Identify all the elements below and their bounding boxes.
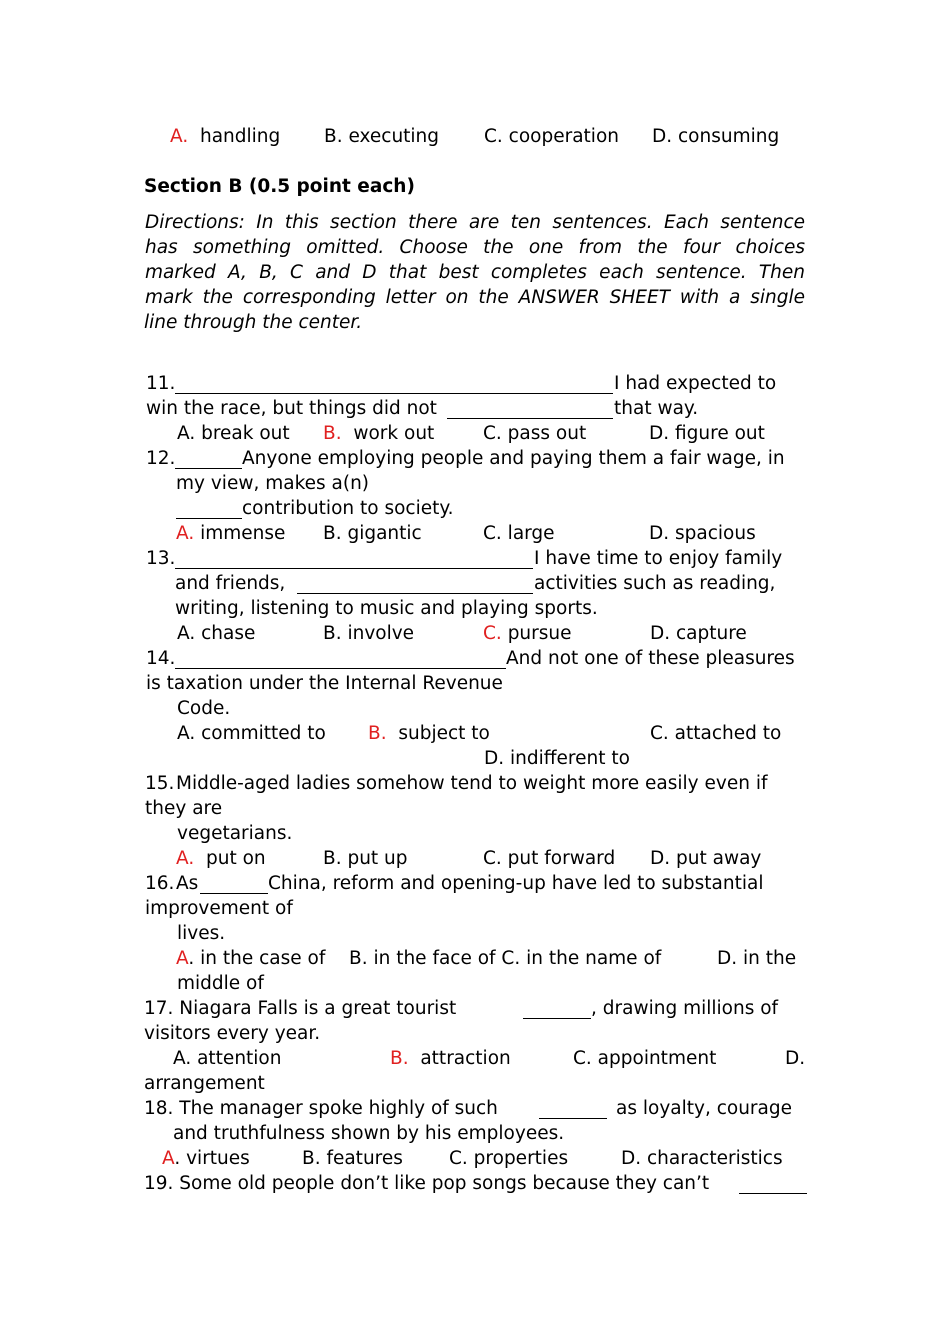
q16-options-b-c: B. in the face of C. in the name of: [349, 948, 662, 969]
q13-option-a: A. chase: [177, 623, 256, 644]
q10-option-a: A. handling: [170, 126, 281, 147]
q11-blank-2: [447, 401, 613, 419]
directions-line-1: Directions: In this section there are ten sentences. Each sentence: [145, 212, 805, 233]
directions-line-2: has something omitted. Choose the one from the four choices: [145, 237, 805, 258]
q12-blank-1: [175, 451, 242, 469]
answer-letter: A: [176, 948, 189, 969]
q16-number: 16.: [145, 873, 175, 894]
q15-option-a: A. put on: [176, 848, 266, 869]
q12-option-d: D. spacious: [649, 523, 756, 544]
section-heading: Section B (0.5 point each): [144, 176, 415, 197]
q16-option-d: D. in the: [717, 948, 797, 969]
q19-line1: 19. Some old people don’t like pop songs because they can’t: [144, 1173, 710, 1194]
q14-line3: Code.: [177, 698, 231, 719]
q15-option-c: C. put forward: [483, 848, 616, 869]
q19-blank: [739, 1176, 807, 1194]
q15-option-d: D. put away: [650, 848, 762, 869]
q14-option-a: A. committed to: [177, 723, 326, 744]
q17-option-b: B. attraction: [390, 1048, 511, 1069]
q18-option-a: A. virtues: [162, 1148, 250, 1169]
q13-blank-1: [175, 551, 533, 569]
q11-line2-end: that way.: [614, 398, 699, 419]
q17-line1-start: 17. Niagara Falls is a great tourist: [144, 998, 457, 1019]
q11-option-b: B. work out: [323, 423, 435, 444]
answer-letter: A.: [170, 126, 189, 147]
q11-line1-end: I had expected to: [614, 373, 777, 394]
q11-option-d: D. figure out: [649, 423, 765, 444]
answer-letter: A.: [176, 523, 195, 544]
q14-option-d: D. indifferent to: [484, 748, 630, 769]
q17-option-d: D.: [785, 1048, 806, 1069]
q13-option-c: C. pursue: [483, 623, 572, 644]
q13-number: 13.: [146, 548, 176, 569]
q11-number: 11.: [146, 373, 176, 394]
q12-number: 12.: [146, 448, 176, 469]
q18-blank: [539, 1101, 607, 1119]
q14-option-c: C. attached to: [650, 723, 782, 744]
q10-option-c: C. cooperation: [484, 126, 619, 147]
q17-option-a: A. attention: [173, 1048, 282, 1069]
q12-line2: my view, makes a(n): [176, 473, 370, 494]
q10-option-d: D. consuming: [652, 126, 780, 147]
q18-option-b: B. features: [302, 1148, 403, 1169]
q17-line2: visitors every year.: [144, 1023, 321, 1044]
q15-number: 15.: [145, 773, 175, 794]
q14-number: 14.: [146, 648, 176, 669]
q18-line1-end: as loyalty, courage: [616, 1098, 792, 1119]
q18-option-c: C. properties: [449, 1148, 569, 1169]
q13-line1-end: I have time to enjoy family: [534, 548, 783, 569]
q16-line2: improvement of: [145, 898, 293, 919]
answer-letter: A: [162, 1148, 175, 1169]
q17-line1-end: , drawing millions of: [591, 998, 779, 1019]
q12-line3: contribution to society.: [242, 498, 454, 519]
q15-line3: vegetarians.: [177, 823, 293, 844]
q13-option-b: B. involve: [323, 623, 415, 644]
q16-line3: lives.: [177, 923, 226, 944]
answer-letter: B.: [368, 723, 387, 744]
q18-option-d: D. characteristics: [621, 1148, 783, 1169]
q17-line4: arrangement: [144, 1073, 265, 1094]
q16-option-a: A. in the case of: [176, 948, 326, 969]
q11-blank-1: [175, 376, 613, 394]
q18-line1-start: 18. The manager spoke highly of such: [144, 1098, 498, 1119]
q14-blank-1: [175, 651, 506, 669]
q15-option-b: B. put up: [323, 848, 408, 869]
q15-line2: they are: [145, 798, 223, 819]
q17-blank: [523, 1001, 591, 1019]
q11-line2-start: win the race, but things did not: [146, 398, 437, 419]
q12-blank-2: [176, 501, 242, 519]
q11-option-c: C. pass out: [483, 423, 587, 444]
q14-line1-end: And not one of these pleasures: [506, 648, 795, 669]
q16-line5: middle of: [177, 973, 264, 994]
answer-letter: C.: [483, 623, 502, 644]
q13-option-d: D. capture: [650, 623, 747, 644]
directions-line-5: line through the center.: [144, 312, 363, 333]
q16-line1-end: China, reform and opening-up have led to substantial: [268, 873, 764, 894]
directions-line-3: marked A, B, C and D that best completes each sentence. Then: [145, 262, 805, 283]
q15-line1: Middle-aged ladies somehow tend to weight more easily even if: [176, 773, 768, 794]
q16-blank: [200, 876, 268, 894]
q13-line2-end: activities such as reading,: [534, 573, 776, 594]
q12-option-a: A. immense: [176, 523, 286, 544]
answer-letter: B.: [323, 423, 342, 444]
q13-blank-2: [297, 576, 533, 594]
q12-option-c: C. large: [483, 523, 555, 544]
q12-line1: Anyone employing people and paying them a fair wage, in: [242, 448, 785, 469]
q14-option-b: B. subject to: [368, 723, 490, 744]
q18-line2: and truthfulness shown by his employees.: [173, 1123, 565, 1144]
answer-letter: B.: [390, 1048, 409, 1069]
q17-option-c: C. appointment: [573, 1048, 717, 1069]
q12-option-b: B. gigantic: [323, 523, 422, 544]
q10-option-b: B. executing: [324, 126, 440, 147]
q14-line2: is taxation under the Internal Revenue: [146, 673, 503, 694]
answer-letter: A.: [176, 848, 195, 869]
q13-line2-start: and friends,: [175, 573, 286, 594]
q13-line3: writing, listening to music and playing sports.: [175, 598, 598, 619]
directions-line-4: mark the corresponding letter on the ANSWER SHEET with a single: [145, 287, 805, 308]
q16-line1-start: As: [176, 873, 199, 894]
q11-option-a: A. break out: [177, 423, 290, 444]
